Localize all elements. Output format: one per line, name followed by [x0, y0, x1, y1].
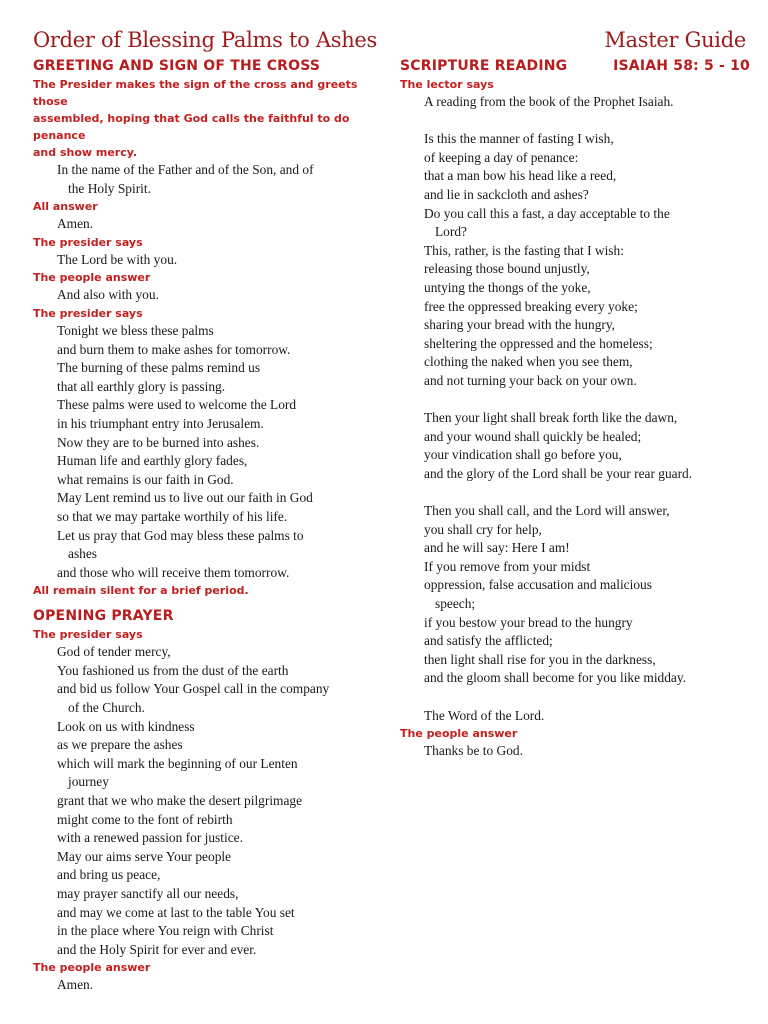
prayer-line: so that we may partake worthily of his life. — [57, 508, 288, 524]
reading-line: and satisfy the afflicted; — [424, 633, 553, 649]
rubric: All answer — [33, 200, 98, 214]
prayer-line: which will mark the beginning of our Lenten — [57, 755, 298, 771]
reading-line: your vindication shall go before you, — [424, 447, 622, 463]
reading-line: and your wound shall quickly be healed; — [424, 428, 642, 444]
reading-line: of keeping a day of penance: — [424, 149, 579, 165]
reading-line: speech; — [435, 596, 476, 612]
reading-line: and not turning your back on your own. — [424, 372, 637, 388]
document-title: Order of Blessing Palms to Ashes — [33, 28, 378, 52]
reading-line: The Word of the Lord. — [424, 707, 545, 723]
reading-line: Then your light shall break forth like the dawn, — [424, 410, 678, 426]
reading-line: and lie in sackcloth and ashes? — [424, 186, 589, 202]
prayer-line: Tonight we bless these palms — [57, 322, 214, 338]
reading-line: free the oppressed breaking every yoke; — [424, 298, 638, 314]
prayer-line: Let us pray that God may bless these palms to — [57, 527, 304, 543]
reading-line: If you remove from your midst — [424, 558, 591, 574]
rubric: The Presider makes the sign of the cross and greets those — [33, 78, 358, 108]
scripture-reference: ISAIAH 58: 5 - 10 — [613, 58, 750, 74]
guide-label: Master Guide — [604, 28, 746, 52]
prayer-line: in his triumphant entry into Jerusalem. — [57, 415, 264, 431]
prayer-line: In the name of the Father and of the Son, and of — [57, 162, 314, 177]
prayer-line: of the Church. — [68, 700, 145, 716]
rubric: The lector says — [400, 78, 494, 91]
left-column — [33, 55, 385, 995]
section-title-greeting: GREETING AND SIGN OF THE CROSS — [33, 58, 321, 74]
prayer-line: You fashioned us from the dust of the earth — [57, 662, 289, 678]
right-column — [400, 55, 750, 761]
reading-line: A reading from the book of the Prophet Isaiah. — [424, 94, 674, 109]
response-line: Amen. — [57, 977, 94, 993]
prayer-line: May Lent remind us to live out our faith in God — [57, 490, 313, 506]
reading-line: untying the thongs of the yoke, — [424, 279, 591, 295]
reading-line: then light shall rise for you in the darkness, — [424, 651, 656, 667]
rubric: The presider says — [33, 628, 143, 642]
reading-line: and the glory of the Lord shall be your rear guard. — [424, 465, 693, 481]
prayer-line: in the place where You reign with Christ — [57, 923, 274, 939]
reading-line: oppression, false accusation and malicious — [424, 577, 652, 593]
rubric: assembled, hoping that God calls the faithful to do penance — [33, 112, 350, 142]
section-title-opening-prayer: OPENING PRAYER — [33, 608, 174, 625]
reading-line: Then you shall call, and the Lord will answer, — [424, 503, 670, 519]
reading-line: Lord? — [435, 224, 467, 240]
prayer-line: may prayer sanctify all our needs, — [57, 886, 239, 901]
prayer-line: Now they are to be burned into ashes. — [57, 434, 260, 450]
response-line: And also with you. — [57, 287, 159, 303]
prayer-line: and bid us follow Your Gospel call in the company — [57, 681, 330, 697]
prayer-line: and those who will receive them tomorrow. — [57, 564, 290, 580]
prayer-line: May our aims serve Your people — [57, 848, 232, 864]
rubric: The people answer — [400, 727, 518, 741]
reading-line: sheltering the oppressed and the homeless; — [424, 335, 653, 351]
reading-line: clothing the naked when you see them, — [424, 354, 633, 370]
prayer-line: what remains is our faith in God. — [57, 471, 234, 487]
reading-line: and he will say: Here I am! — [424, 540, 570, 556]
prayer-line: ashes — [68, 546, 98, 562]
rubric: All remain silent for a brief period. — [33, 584, 249, 598]
response-line: Amen. — [57, 216, 94, 232]
prayer-line: and the Holy Spirit for ever and ever. — [57, 941, 257, 957]
prayer-line: the Holy Spirit. — [68, 180, 151, 196]
rubric: The people answer — [33, 271, 151, 285]
prayer-line: God of tender mercy, — [57, 644, 171, 660]
section-title-scripture — [400, 57, 750, 76]
prayer-line: might come to the font of rebirth — [57, 811, 233, 827]
prayer-line: and burn them to make ashes for tomorrow. — [57, 341, 291, 357]
prayer-line: that all earthly glory is passing. — [57, 378, 226, 394]
reading-line: that a man bow his head like a reed, — [424, 168, 617, 184]
rubric: The presider says — [33, 306, 143, 320]
prayer-line: Look on us with kindness — [57, 718, 195, 734]
prayer-line: and may we come at last to the table You set — [57, 904, 295, 920]
reading-line: if you bestow your bread to the hungry — [424, 614, 633, 630]
page-header — [33, 20, 746, 52]
reading-line: Is this the manner of fasting I wish, — [424, 131, 614, 147]
rubric: The people answer — [33, 961, 151, 975]
rubric: The presider says — [33, 235, 143, 249]
reading-line: you shall cry for help, — [424, 521, 542, 537]
scripture-title: SCRIPTURE READING — [400, 58, 568, 74]
prayer-line: The Lord be with you. — [57, 251, 178, 267]
reading-line: releasing those bound unjustly, — [424, 261, 590, 277]
prayer-line: The burning of these palms remind us — [57, 360, 261, 376]
prayer-line: journey — [68, 774, 109, 790]
response-line: Thanks be to God. — [424, 743, 523, 759]
prayer-line: Human life and earthly glory fades, — [57, 453, 248, 469]
rubric: and show mercy. — [33, 146, 138, 159]
reading-line: This, rather, is the fasting that I wish: — [424, 242, 624, 258]
prayer-line: These palms were used to welcome the Lord — [57, 397, 297, 413]
reading-line: and the gloom shall become for you like midday. — [424, 670, 687, 686]
prayer-line: with a renewed passion for justice. — [57, 830, 243, 846]
reading-line: sharing your bread with the hungry, — [424, 317, 616, 333]
prayer-line: and bring us peace, — [57, 867, 161, 883]
prayer-line: grant that we who make the desert pilgrimage — [57, 793, 303, 809]
prayer-line: as we prepare the ashes — [57, 737, 183, 753]
reading-line: Do you call this a fast, a day acceptable to the — [424, 205, 670, 221]
